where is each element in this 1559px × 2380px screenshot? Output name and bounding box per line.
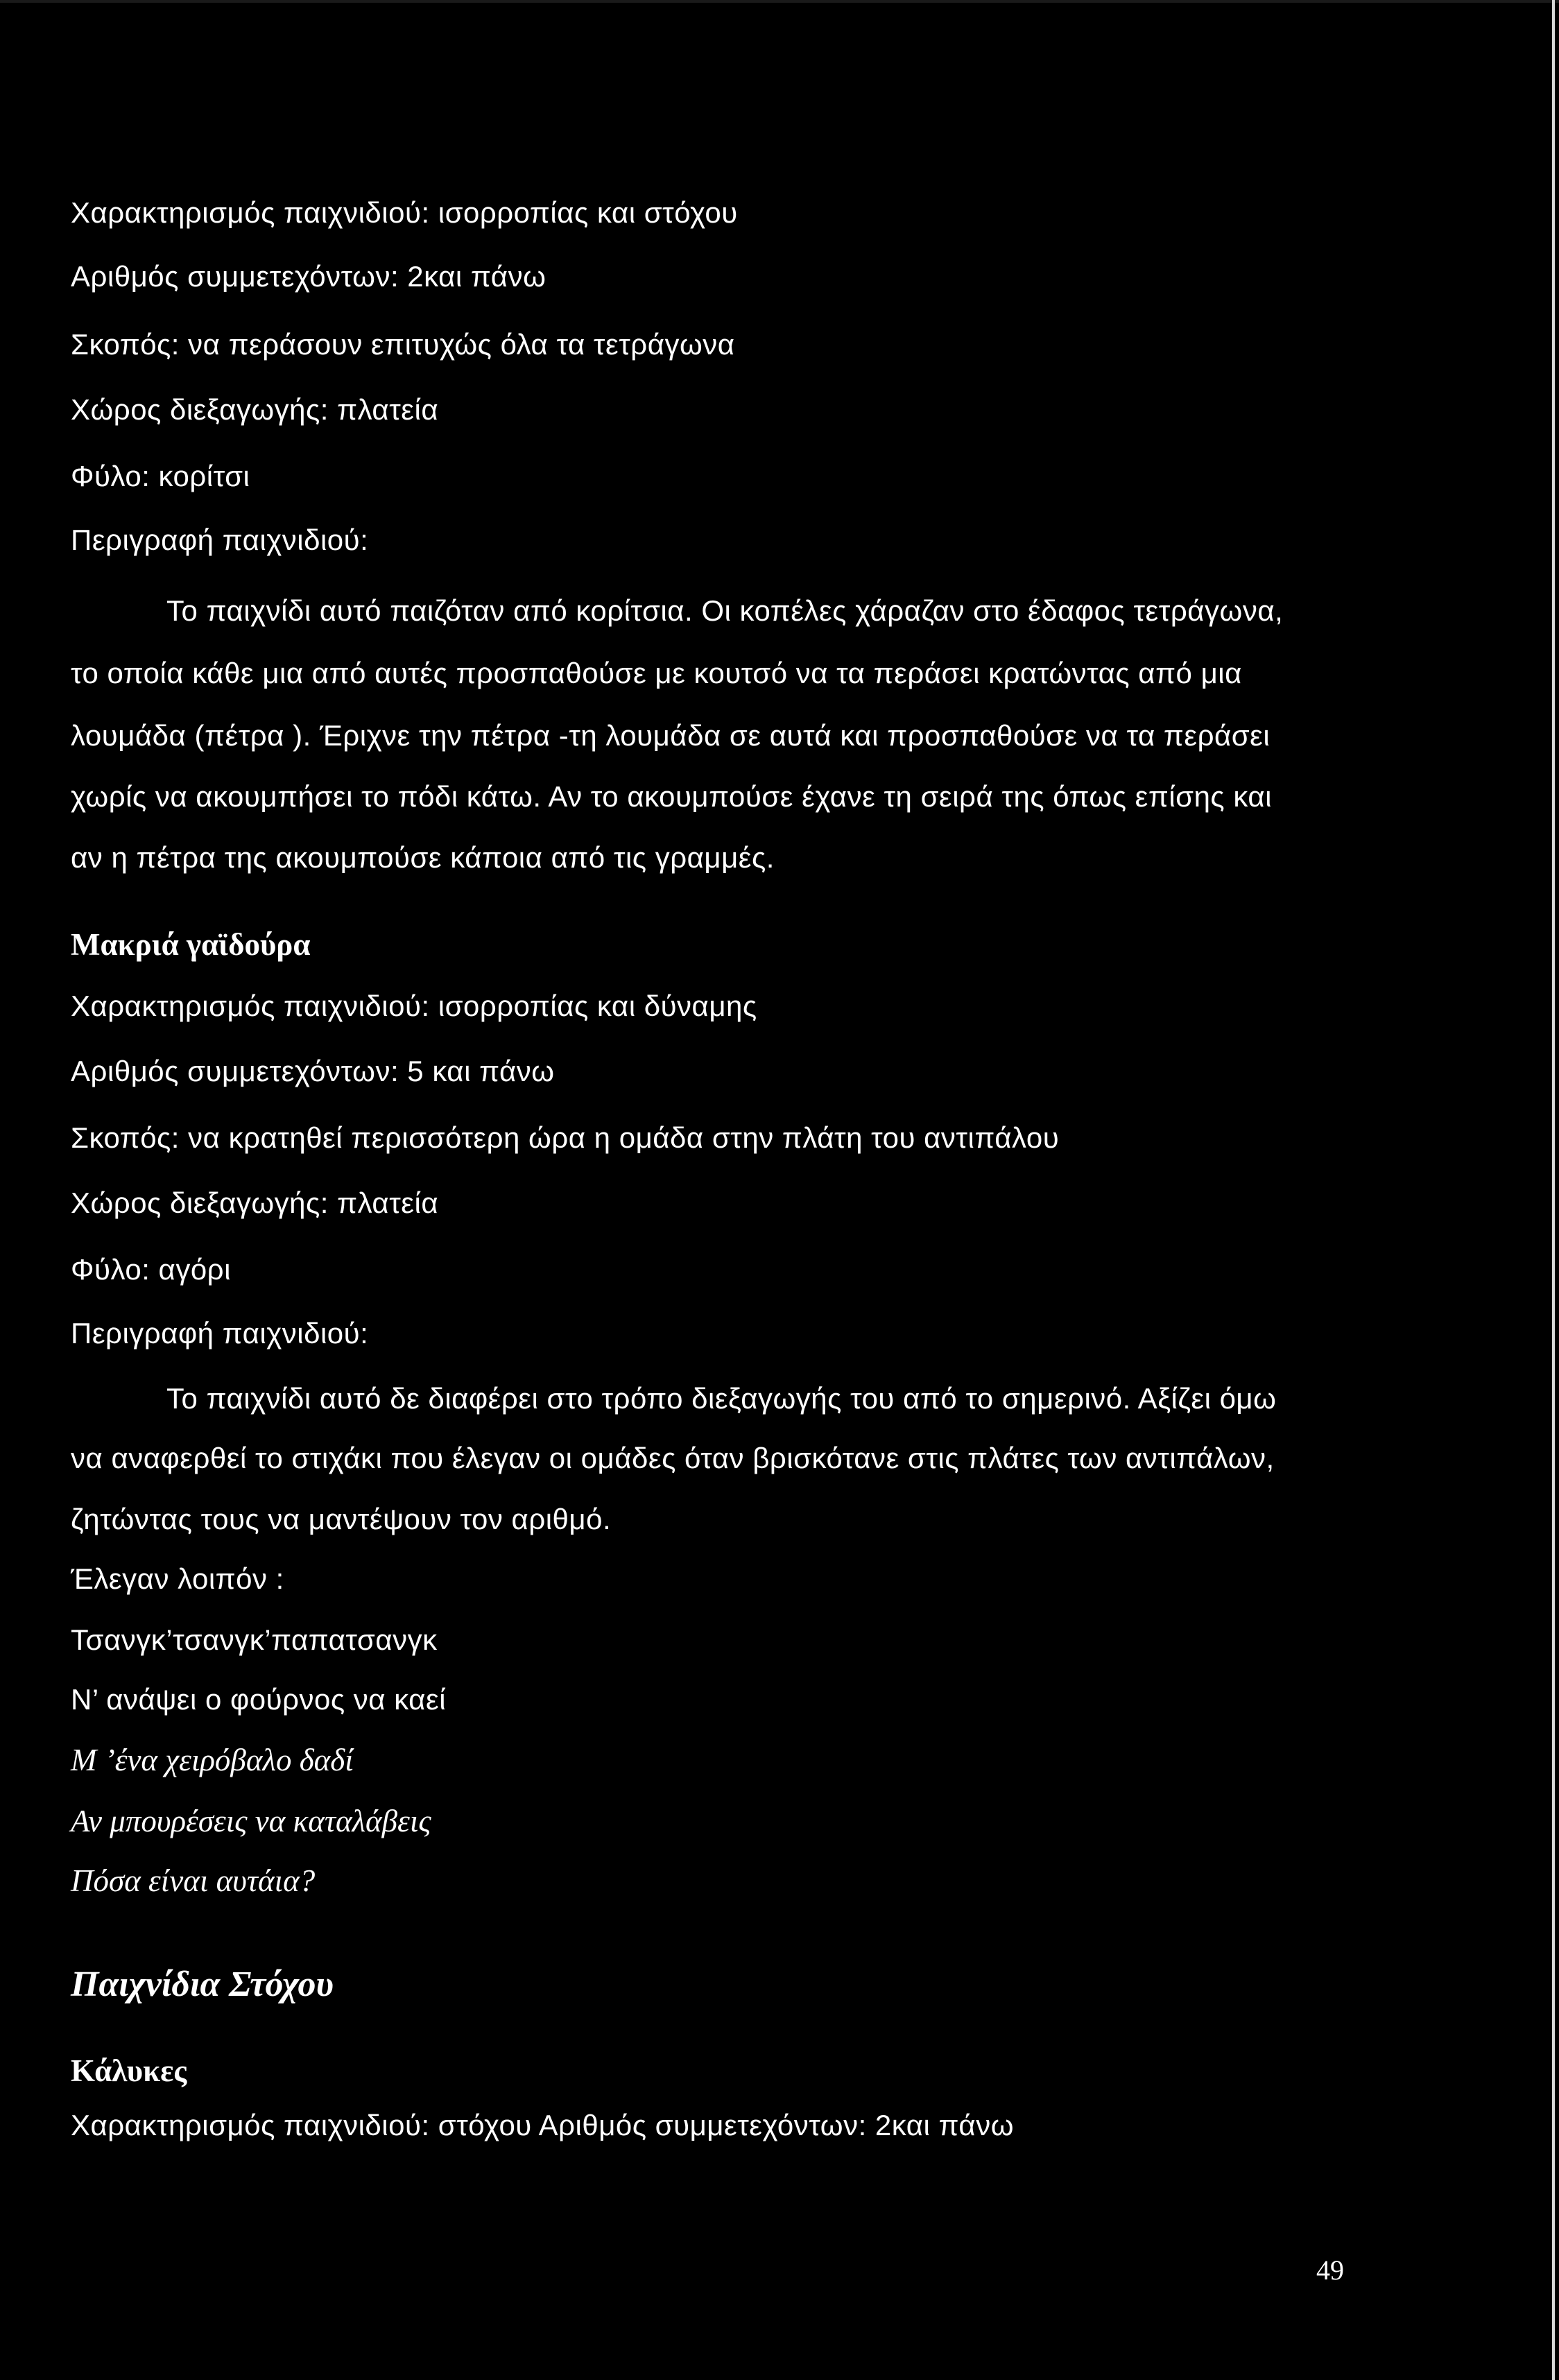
game2-rhyme-line: Τσανγκ’τσανγκ’παπατσανγκ: [71, 1623, 438, 1656]
game1-goal: Σκοπός: να περάσουν επιτυχώς όλα τα τετράγωνα: [71, 328, 735, 361]
game1-description-line: Το παιχνίδι αυτό παιζόταν από κορίτσια. Οι κοπέλες χάραζαν στο έδαφος τετράγωνα,: [166, 594, 1284, 627]
game2-description-line: Το παιχνίδι αυτό δε διαφέρει στο τρόπο διεξαγωγής του από το σημερινό. Αξίζει όμω: [166, 1382, 1277, 1415]
page-number: 49: [1316, 2254, 1344, 2286]
section-heading: Παιχνίδια Στόχου: [71, 1965, 334, 2004]
game2-venue: Χώρος διεξαγωγής: πλατεία: [71, 1187, 439, 1219]
game1-venue: Χώρος διεξαγωγής: πλατεία: [71, 393, 439, 426]
game2-description-line: ζητώντας τους να μαντέψουν τον αριθμό.: [71, 1503, 612, 1535]
game3-title: Κάλυκες: [71, 2053, 187, 2088]
game2-rhyme-italic-line: Αν μπουρέσεις να καταλάβεις: [71, 1804, 431, 1838]
game1-description-line: λουμάδα (πέτρα ). Έριχνε την πέτρα -τη λουμάδα σε αυτά και προσπαθούσε να τα περάσει: [71, 719, 1271, 752]
game2-participants: Αριθμός συμμετεχόντων: 5 και πάνω: [71, 1055, 555, 1087]
page-top-edge: [0, 0, 1559, 3]
game2-goal: Σκοπός: να κρατηθεί περισσότερη ώρα η ομάδα στην πλάτη του αντιπάλου: [71, 1121, 1060, 1154]
game2-rhyme-italic-line: Πόσα είναι αυτάια?: [71, 1863, 316, 1898]
game1-participants: Αριθμός συμμετεχόντων: 2και πάνω: [71, 260, 546, 293]
game2-rhyme-intro: Έλεγαν λοιπόν :: [71, 1562, 284, 1595]
game2-description-line: να αναφερθεί το στιχάκι που έλεγαν οι ομάδες όταν βρισκότανε στις πλάτες των αντιπάλων,: [71, 1442, 1275, 1474]
game1-description-line: το οποία κάθε μια από αυτές προσπαθούσε με κουτσό να τα περάσει κρατώντας από μια: [71, 657, 1242, 689]
game1-description-line: χωρίς να ακουμπήσει το πόδι κάτω. Αν το ακουμπούσε έχανε τη σειρά της όπως επίσης και: [71, 780, 1272, 813]
page-right-edge: [1552, 0, 1555, 2380]
game2-rhyme-italic-line: Μ ’ένα χειρόβαλο δαδί: [71, 1743, 354, 1777]
game1-gender: Φύλο: κορίτσι: [71, 460, 250, 492]
game2-rhyme-line: Ν’ ανάψει ο φούρνος να καεί: [71, 1683, 447, 1716]
game3-characterization: Χαρακτηρισμός παιχνιδιού: στόχου Αριθμός συμμετεχόντων: 2και πάνω: [71, 2109, 1014, 2141]
game1-description-line: αν η πέτρα της ακουμπούσε κάποια από τις γραμμές.: [71, 841, 775, 874]
game1-characterization: Χαρακτηρισμός παιχνιδιού: ισορροπίας και στόχου: [71, 196, 738, 229]
game2-gender: Φύλο: αγόρι: [71, 1253, 231, 1286]
game2-title: Μακριά γαϊδούρα: [71, 927, 311, 962]
game2-characterization: Χαρακτηρισμός παιχνιδιού: ισορροπίας και δύναμης: [71, 990, 757, 1022]
game1-description-label: Περιγραφή παιχνιδιού:: [71, 524, 369, 556]
game2-description-label: Περιγραφή παιχνιδιού:: [71, 1317, 369, 1349]
